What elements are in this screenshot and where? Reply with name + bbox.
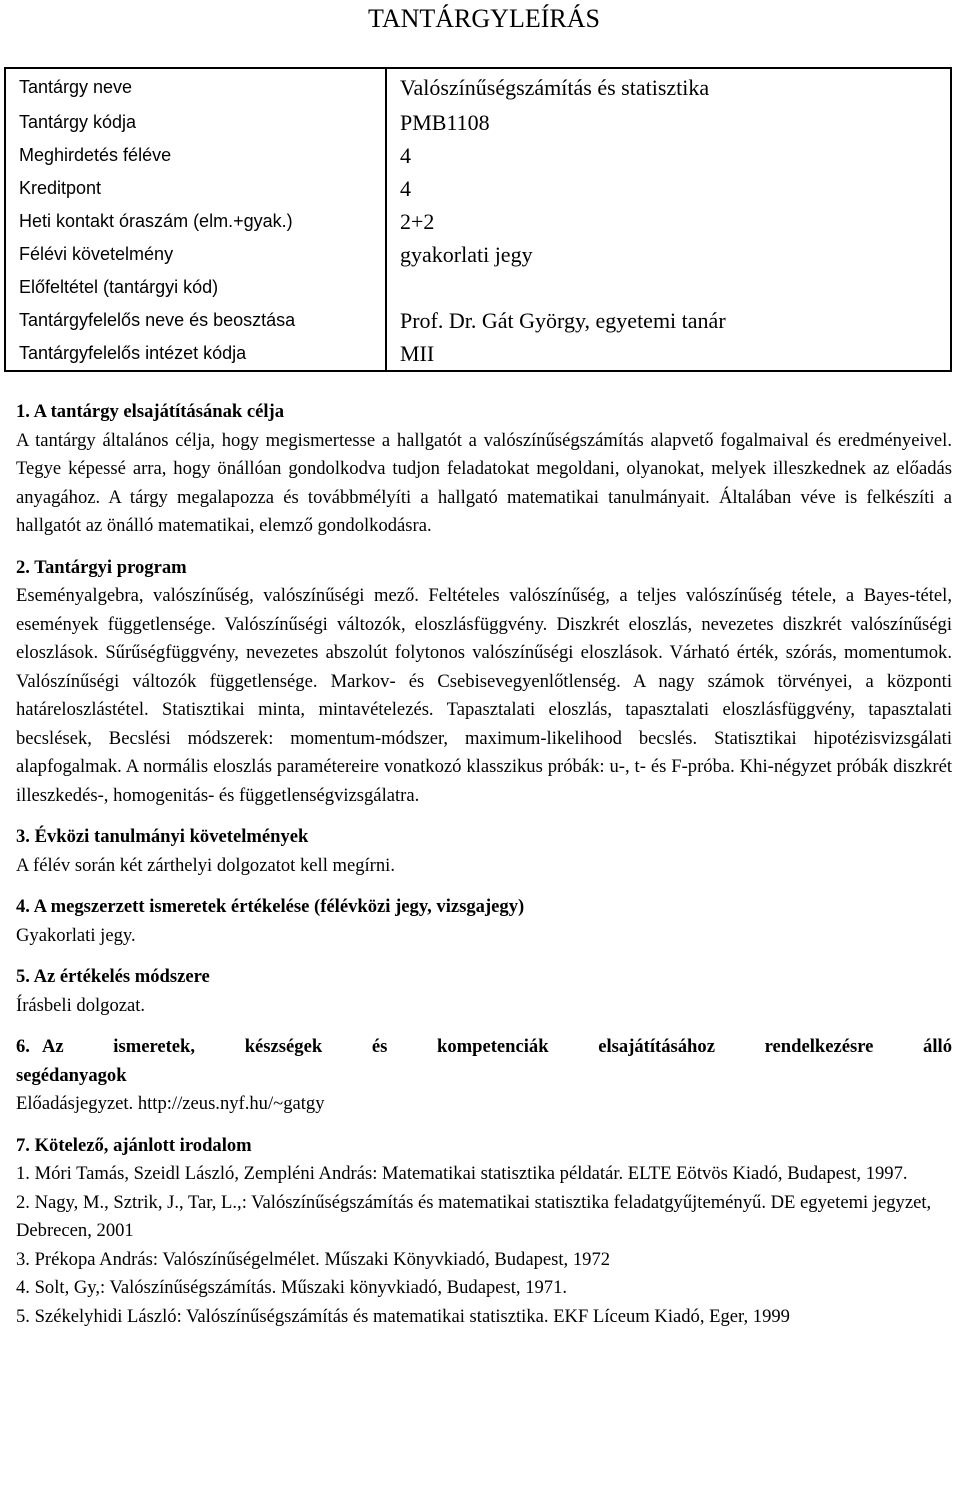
course-sections xyxy=(16,398,952,1331)
table-row xyxy=(5,238,951,271)
info-value: 2+2 xyxy=(400,208,435,234)
page-title: TANTÁRGYLEÍRÁS xyxy=(368,4,600,33)
info-value: 4 xyxy=(400,175,411,201)
info-label: Előfeltétel (tantárgyi kód) xyxy=(5,271,386,304)
section-requirements xyxy=(16,823,952,880)
info-label: Heti kontakt óraszám (elm.+gyak.) xyxy=(5,205,386,238)
section-body: A félév során két zárthelyi dolgozatot kell megírni. xyxy=(16,854,395,876)
table-row xyxy=(5,172,951,205)
section-body: Gyakorlati jegy. xyxy=(16,924,136,946)
list-item: 1. Móri Tamás, Szeidl László, Zempléni András: Matematikai statisztika példatár. ELTE Eötvös Kiadó, Budapest, 1997. xyxy=(16,1163,908,1184)
section-literature xyxy=(16,1132,952,1332)
table-row xyxy=(5,271,951,304)
info-label: Kreditpont xyxy=(5,172,386,205)
table-row xyxy=(5,106,951,139)
info-value: gyakorlati jegy xyxy=(400,241,533,267)
info-label: Meghirdetés féléve xyxy=(5,139,386,172)
section-heading: 2. Tantárgyi program xyxy=(16,556,187,578)
reference-list xyxy=(16,1160,952,1331)
info-value xyxy=(386,271,951,304)
section-goal xyxy=(16,398,952,541)
section-number: 6. xyxy=(16,1036,30,1057)
section-assessment xyxy=(16,893,952,950)
info-value: Prof. Dr. Gát György, egyetemi tanár xyxy=(400,307,726,333)
info-label: Félévi követelmény xyxy=(5,238,386,271)
table-row xyxy=(5,68,951,106)
list-item: 4. Solt, Gy,: Valószínűségszámítás. Műszaki könyvkiadó, Budapest, 1971. xyxy=(16,1277,568,1298)
section-heading-line: Az ismeretek, készségek és kompetenciák elsajátításához rendelkezésre álló xyxy=(41,1036,952,1057)
info-value: PMB1108 xyxy=(400,109,490,135)
info-label: Tantárgy kódja xyxy=(5,106,386,139)
info-value: 4 xyxy=(400,142,411,168)
section-heading xyxy=(16,1033,952,1062)
list-item: 5. Székelyhidi László: Valószínűségszámítás és matematikai statisztika. EKF Líceum Kiadó, Eger, 1999 xyxy=(16,1305,790,1327)
section-materials xyxy=(16,1033,952,1119)
section-heading-continuation: segédanyagok xyxy=(16,1064,127,1086)
section-method xyxy=(16,963,952,1020)
section-body: Előadásjegyzet. http://zeus.nyf.hu/~gatgy xyxy=(16,1093,325,1114)
table-row xyxy=(5,205,951,238)
course-info-table xyxy=(4,67,952,372)
table-row xyxy=(5,337,951,371)
section-heading: 4. A megszerzett ismeretek értékelése (félévközi jegy, vizsgajegy) xyxy=(16,896,525,917)
section-heading: 3. Évközi tanulmányi követelmények xyxy=(16,826,309,847)
section-body: Eseményalgebra, valószínűség, valószínűségi mező. Feltételes valószínűség, a teljes valószínűség tétele, a Bayes-tétel, események függetlensége. Valószínűségi változók, eloszlásfüggvény. Diszkrét eloszlás, nevezetes diszkrét valószínűségi eloszlások. Sűrűségfüggvény, nevezetes abszolút folytonos valószínűségi eloszlások. Várható érték, szórás, momentumok. Valószínűségi változók függetlensége. Markov- és Csebisevegyenlőtlenség. A nagy számok törvényei, a központi határeloszlástétel. Statisztikai minta, mintavételezés. Tapasztalati eloszlás, tapasztalati eloszlásfüggvény, tapasztalati becslések, Becslési módszerek: momentum-módszer, maximum-likelihood becslés. Statisztikai hipotézisvizsgálati alapfogalmak. A normális eloszlás paramétereire vonatkozó klasszikus próbák: u-, t- és F-próba. Khi-négyzet próbák diszkrét illeszkedés-, homogenitás- és függetlenségvizsgálatra. xyxy=(16,585,952,806)
section-program xyxy=(16,554,952,811)
info-label: Tantárgyfelelős neve és beosztása xyxy=(5,304,386,337)
table-row xyxy=(5,304,951,337)
section-body: A tantárgy általános célja, hogy megismertesse a hallgatót a valószínűségszámítás alapvető fogalmaival és eredményeivel. Tegye képessé arra, hogy önállóan gondolkodva tudjon feladatokat megoldani, olyanokat, melyek illeszkednek az előadás anyagához. A tárgy megalapozza és továbbmélyíti a hallgató matematikai tanulmányait. Általában véve is felkészíti a hallgatót az önálló matematikai, elemző gondolkodásra. xyxy=(16,429,952,536)
section-heading: 7. Kötelező, ajánlott irodalom xyxy=(16,1134,252,1156)
document xyxy=(16,0,952,1327)
info-label: Tantárgy neve xyxy=(5,68,386,106)
section-heading: 5. Az értékelés módszere xyxy=(16,966,210,987)
list-item: 3. Prékopa András: Valószínűségelmélet. Műszaki Könyvkiadó, Budapest, 1972 xyxy=(16,1248,611,1270)
table-row xyxy=(5,139,951,172)
section-heading: 1. A tantárgy elsajátításának célja xyxy=(16,401,285,422)
section-body: Írásbeli dolgozat. xyxy=(16,994,146,1016)
list-item: 2. Nagy, M., Sztrik, J., Tar, L.,: Valószínűségszámítás és matematikai statisztika feladatgyűjteményű. DE egyetemi jegyzet, Debrecen, 2001 xyxy=(16,1191,932,1241)
info-value: MII xyxy=(400,340,435,366)
info-value: Valószínűségszámítás és statisztika xyxy=(400,74,710,100)
info-label: Tantárgyfelelős intézet kódja xyxy=(5,337,386,371)
